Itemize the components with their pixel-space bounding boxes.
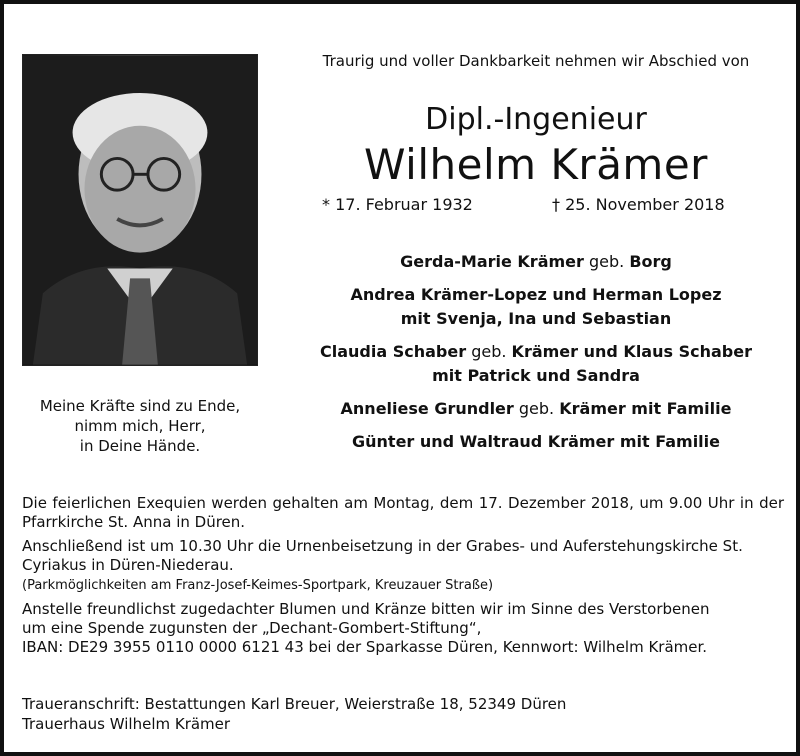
family-row [286,250,786,274]
portrait-illustration [23,55,257,365]
mourning-address [22,694,784,734]
service-details [22,494,784,662]
family-name: Günter und Waltraud Krämer mit Familie [352,432,720,451]
family-name: Andrea Krämer-Lopez und Herman Lopez [350,285,722,304]
family-row [286,430,786,454]
deceased-name: Wilhelm Krämer [364,140,708,189]
geb-label: geb. [471,342,507,361]
address-line: Trauerhaus Wilhelm Krämer [22,715,231,733]
family-name: Claudia Schaber [320,342,467,361]
family-name: Gerda-Marie Krämer [400,252,584,271]
family-name: Borg [629,252,672,271]
death-date: † 25. November 2018 [552,195,725,214]
iban-line: IBAN: DE29 3955 0110 0000 6121 43 bei der Sparkasse Düren, Kennwort: Wilhelm Krämer. [22,638,708,656]
portrait-photo [22,54,258,366]
geb-label: geb. [518,399,555,418]
motto-line: nimm mich, Herr, [74,417,206,435]
donation-line: Anstelle freundlichst zugedachter Blumen und Kränze bitten wir im Sinne des Verstorbenen [22,600,710,618]
donation-line: um eine Spende zugunsten der „Dechant-Gombert-Stiftung“, [22,619,482,637]
family-name: Krämer mit Familie [559,399,732,418]
family-list [286,250,786,463]
address-line: Traueranschrift: Bestattungen Karl Breuer, Weierstraße 18, 52349 Düren [22,695,567,713]
birth-date: * 17. Februar 1932 [322,195,473,214]
motto-verse [22,396,258,456]
urn-burial-paragraph [22,537,784,595]
parking-note: (Parkmöglichkeiten am Franz-Josef-Keimes-Sportpark, Kreuzauer Straße) [22,578,494,593]
family-row [286,283,786,331]
family-name: Anneliese Grundler [340,399,514,418]
family-row [286,340,786,388]
motto-line: Meine Kräfte sind zu Ende, [39,397,241,415]
family-children: mit Svenja, Ina und Sebastian [400,309,672,328]
geb-label: geb. [589,252,625,271]
urn-burial-text: Anschließend ist um 10.30 Uhr die Urnenbeisetzung in der Grabes- und Auferstehungskirche St. Cyriakus in Düren-Niederau. [22,537,743,574]
funeral-service-paragraph: Die feierlichen Exequien werden gehalten am Montag, dem 17. Dezember 2018, um 9.00 Uhr in der Pfarrkirche St. Anna in Düren. [22,494,784,531]
motto-line: in Deine Hände. [79,437,201,455]
academic-title: Dipl.-Ingenieur [425,102,647,137]
family-name: Krämer und Klaus Schaber [511,342,752,361]
family-row [286,397,786,421]
family-children: mit Patrick und Sandra [432,366,640,385]
intro-text: Traurig und voller Dankbarkeit nehmen wir Abschied von [322,52,750,70]
donation-paragraph [22,600,784,657]
